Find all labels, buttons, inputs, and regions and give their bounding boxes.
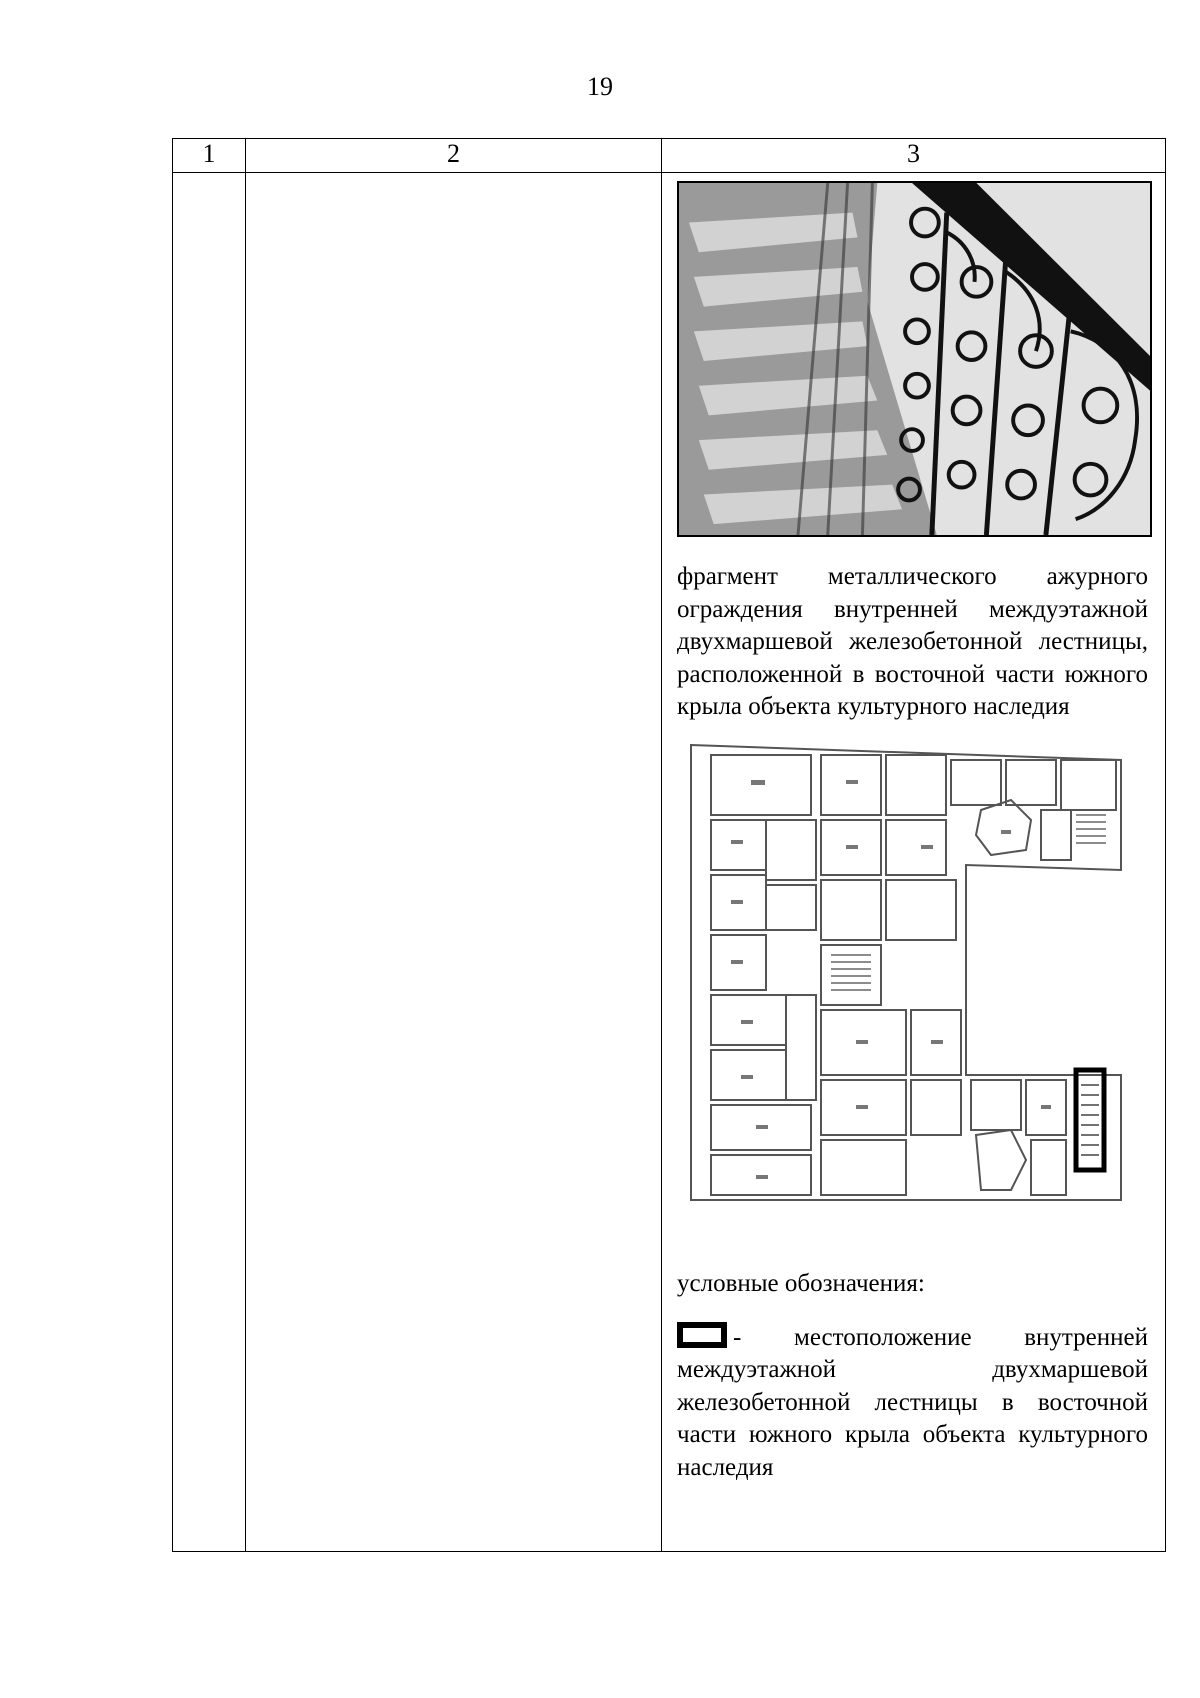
cell-col-2	[246, 173, 662, 1552]
railing-photo	[677, 181, 1152, 537]
table-row	[173, 173, 1166, 1552]
document-table	[172, 138, 1166, 1552]
legend-entry	[677, 1322, 1148, 1485]
photo-caption: фрагмент металлического ажурного ограждения внутренней междуэтажной двухмаршевой железобетонной лестницы, расположенной в восточной части южного крыла объекта культурного наследия	[677, 563, 1148, 720]
cell-col-3	[662, 173, 1166, 1552]
legend-description: - местоположение внутренней междуэтажной двухмаршевой железобетонной лестницы в восточной части южного крыла объекта культурного наследия	[677, 1323, 1148, 1481]
header-col-2: 2	[246, 139, 662, 173]
cell-col-1	[173, 173, 246, 1552]
legend-rectangle-icon	[677, 1322, 727, 1348]
header-col-3: 3	[662, 139, 1166, 173]
table-header-row	[173, 139, 1166, 173]
header-col-1: 1	[173, 139, 246, 173]
legend-title: условные обозначения:	[677, 1269, 925, 1297]
floor-plan	[681, 740, 1141, 1230]
page-number: 19	[587, 72, 613, 101]
